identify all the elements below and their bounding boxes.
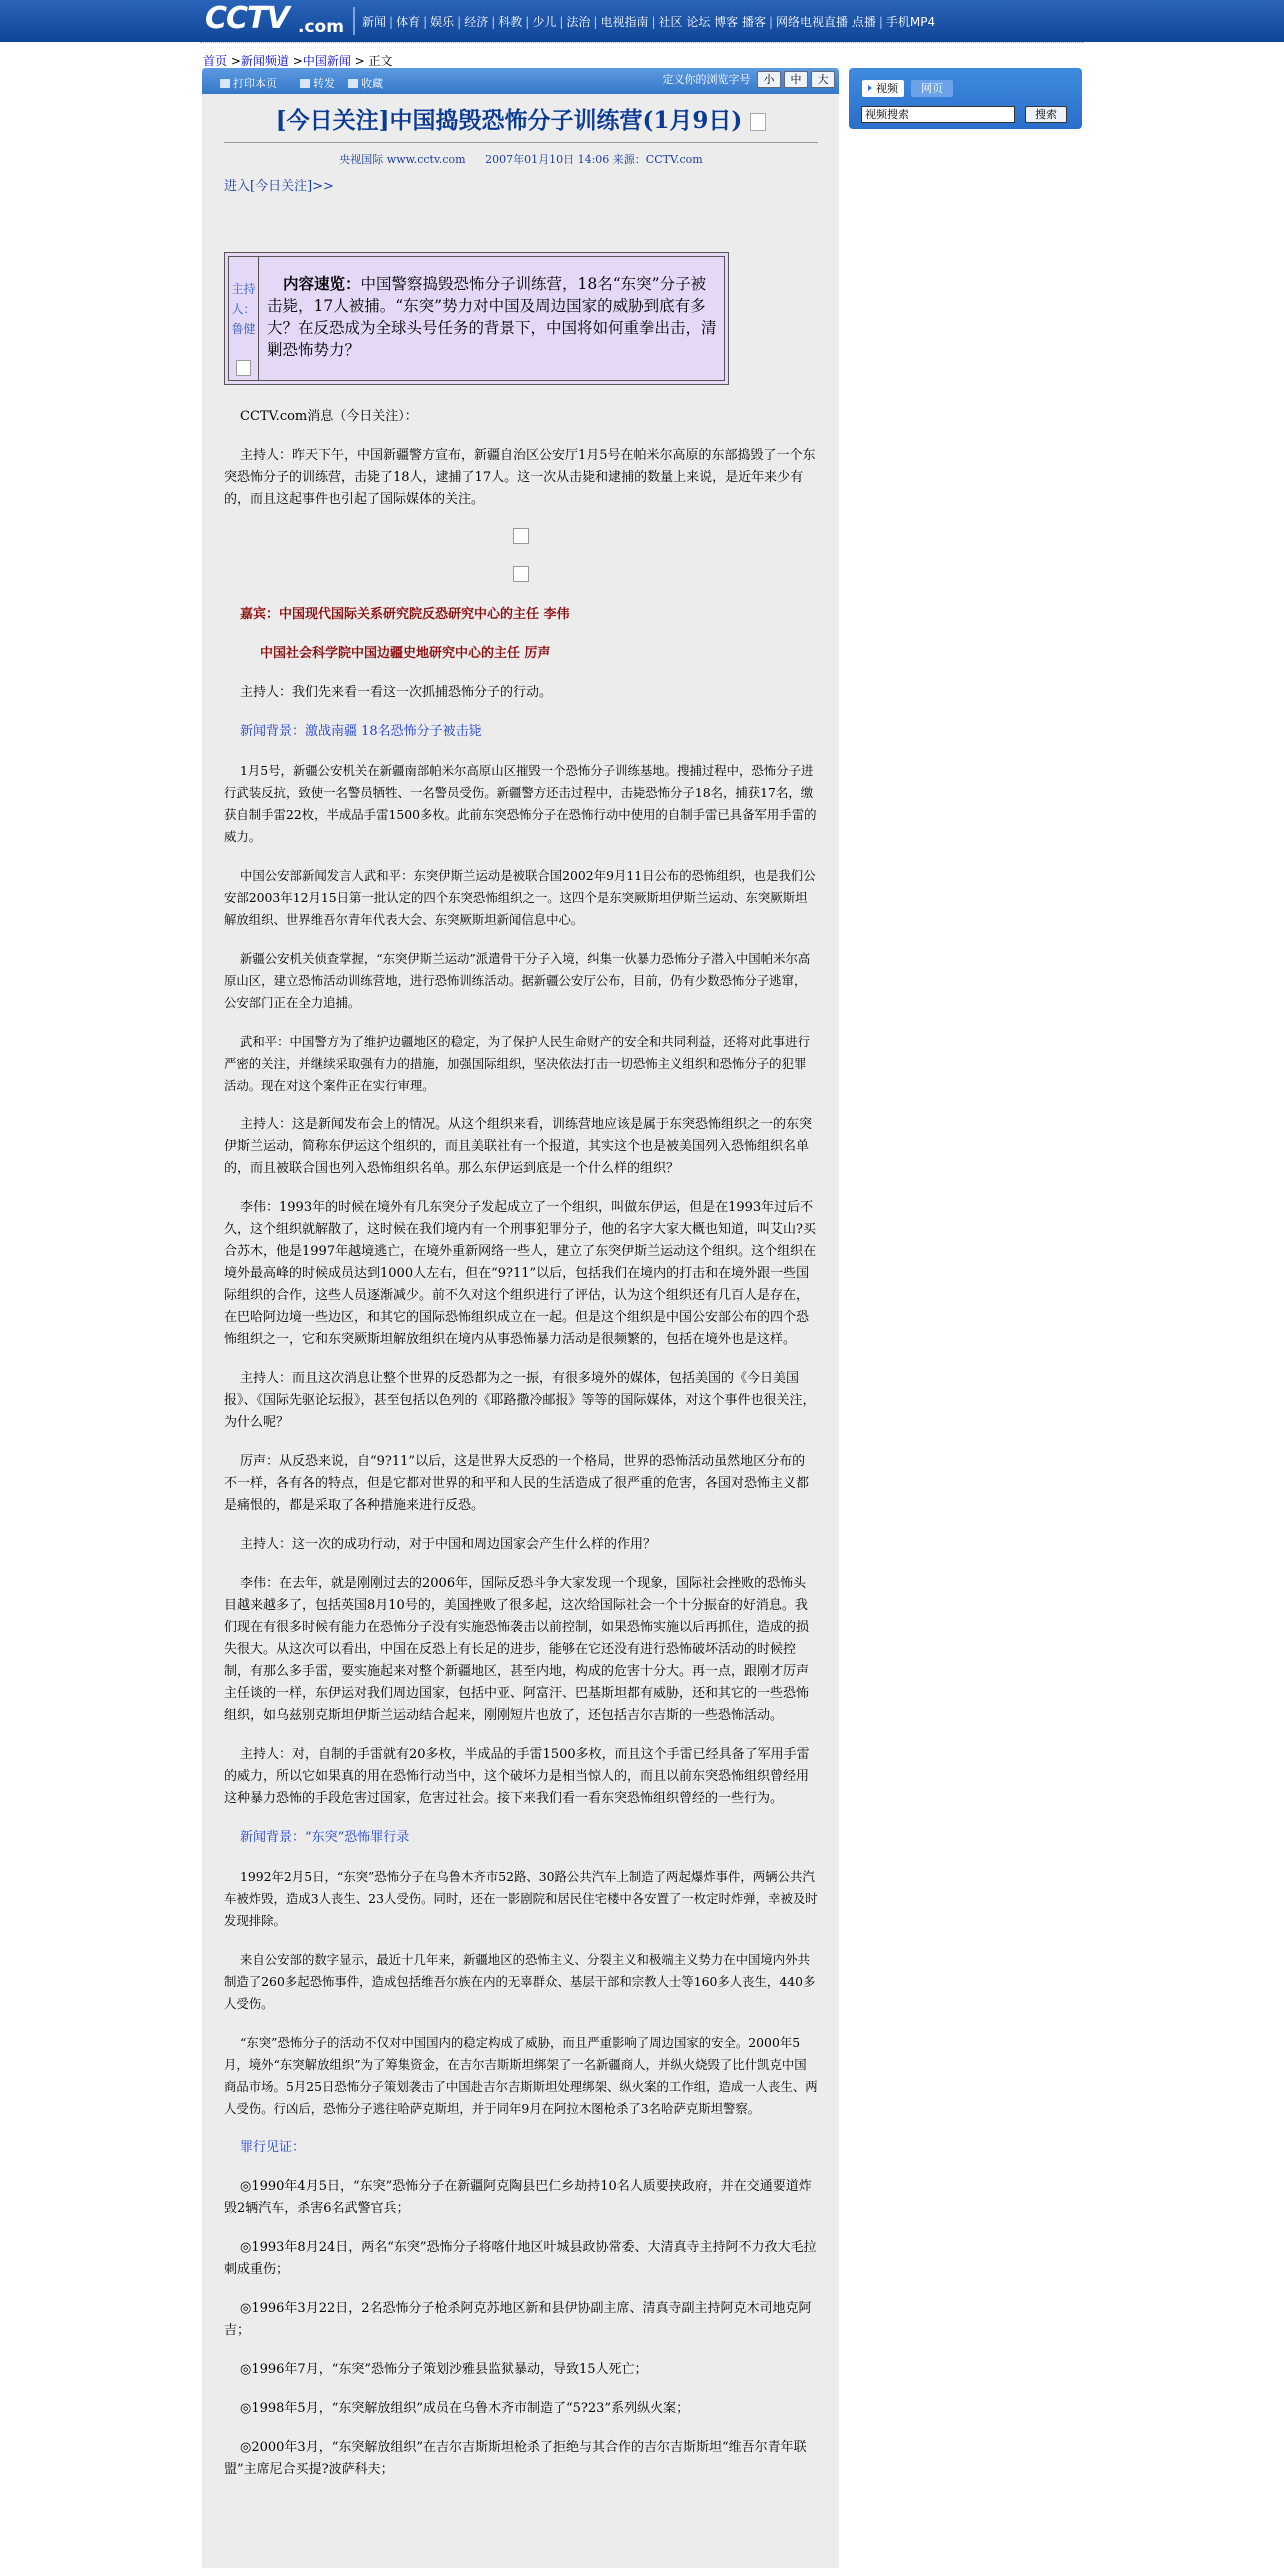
nav-separator: | — [651, 15, 656, 29]
article-source: 央视国际 www.cctv.com — [339, 153, 466, 166]
nav-item[interactable]: 电视指南 — [600, 15, 649, 29]
logo-suffix: .com — [298, 17, 344, 37]
nav-item[interactable]: 少儿 — [532, 15, 557, 29]
breadcrumb-sep: > — [292, 54, 303, 68]
paragraph: 主持人：对，自制的手雷就有20多枚，半成品的手雷1500多枚，而且这个手雷已经具备了军用手雷的威力，所以它如果真的用在恐怖行动当中，这个破坏力是相当惊人的，而且以前东突恐怖组织曾经用这种暴力恐怖的手段危害过国家，危害过社会。接下来我们看一看东突恐怖组织曾经的一些行为。 — [224, 1747, 810, 1806]
article-title — [224, 104, 818, 138]
section-heading[interactable]: 新闻背景：激战南疆 18名恐怖分子被击毙 — [240, 724, 482, 739]
article-toolbar — [202, 68, 839, 94]
paragraph: ◎1990年4月5日，“东突”恐怖分子在新疆阿克陶县巴仁乡劫持10名人质要挟政府，并在交通要道炸毁2辆汽车，杀害6名武警官兵； — [224, 2179, 812, 2216]
paragraph: 主持人：我们先来看一看这一次抓捕恐怖分子的行动。 — [240, 685, 553, 700]
print-label: 打印本页 — [233, 77, 277, 90]
paragraph: 1992年2月5日，“东突”恐怖分子在乌鲁木齐市52路、30路公共汽车上制造了两起爆炸事件，两辆公共汽车被炸毁，造成3人丧生、23人受伤。同时，还在一影剧院和居民住宅楼中各安置了一枚定时炸弹，幸被及时发现排除。 — [224, 1869, 818, 1928]
nav-separator: | — [768, 15, 773, 29]
paragraph: ◎1996年7月，“东突”恐怖分子策划沙雅县监狱暴动，导致15人死亡； — [240, 2362, 648, 2377]
article-title-text: [今日关注]中国捣毁恐怖分子训练营(1月9日) — [275, 107, 743, 134]
nav-separator: | — [878, 15, 883, 29]
nav-separator: | — [423, 15, 428, 29]
paragraph: 来自公安部的数字显示，最近十几年来，新疆地区的恐怖主义、分裂主义和极端主义势力在中国境内外共制造了260多起恐怖事件，造成包括维吾尔族在内的无辜群众、基层干部和宗教人士等160多人丧生，440多人受伤。 — [224, 1952, 816, 2011]
nav-separator: | — [525, 15, 530, 29]
cctv-logo[interactable] — [205, 1, 347, 38]
nav-item[interactable]: 科教 — [498, 15, 523, 29]
paragraph: 主持人：昨天下午，中国新疆警方宣布，新疆自治区公安厅1月5号在帕米尔高原的东部捣毁了一个东突恐怖分子的训练营，击毙了18人，逮捕了17人。这一次从击毙和逮捕的数量上来说，是近年来少有的，而且这起事件也引起了国际媒体的关注。 — [224, 448, 816, 507]
bookmark-icon — [348, 79, 358, 88]
nav-item[interactable]: 网络电视直播 点播 — [776, 15, 876, 29]
paragraph: 中国公安部新闻发言人武和平：东突伊斯兰运动是被联合国2002年9月11日公布的恐怖组织，也是我们公安部2003年12月15日第一批认定的四个东突恐怖组织之一。这四个是东突厥斯坦伊斯兰运动、东突厥斯坦解放组织、世界维吾尔青年代表大会、东突厥斯坦新闻信息中心。 — [224, 868, 816, 927]
nav-separator: | — [389, 15, 394, 29]
nav-separator: | — [593, 15, 598, 29]
summary-box — [224, 252, 729, 385]
guest-line: 中国社会科学院中国边疆史地研究中心的主任 厉声 — [260, 646, 551, 661]
paragraph: 李伟：在去年，就是刚刚过去的2006年，国际反恐斗争大家发现一个现象，国际社会挫败的恐怖头目越来越多了，包括英国8月10号的，美国挫败了很多起，这次给国际社会一个十分振奋的好消息。我们现在有很多时候有能力在恐怖分子没有实施恐怖袭击以前控制，如果恐怖实施以后再抓住，造成的损失很大。从这次可以看出，中国在反恐上有长足的进步，能够在它还没有进行恐怖破坏活动的时候控制，有那么多手雷，要实施起来对整个新疆地区，甚至内地，构成的危害十分大。再一点，跟刚才厉声主任谈的一样，东伊运对我们周边国家，包括中亚、阿富汗、巴基斯坦都有威胁，还和其它的一些恐怖组织，如乌兹别克斯坦伊斯兰运动结合起来，刚刚短片也放了，还包括吉尔吉斯的一些恐怖活动。 — [224, 1576, 810, 1723]
guest-line: 嘉宾：中国现代国际关系研究院反恐研究中心的主任 李伟 — [240, 607, 570, 622]
tab-video[interactable] — [862, 80, 904, 97]
header-dotted-rule — [200, 42, 1084, 43]
broken-image-icon — [513, 566, 529, 582]
favorite-label: 收藏 — [361, 77, 383, 90]
broken-image-icon — [513, 528, 529, 544]
breadcrumb-current: 正文 — [368, 54, 393, 68]
breadcrumb-news[interactable]: 新闻频道 — [240, 54, 289, 68]
font-size-controls — [663, 71, 836, 88]
article — [224, 104, 818, 2477]
nav-item[interactable]: 手机MP4 — [885, 15, 936, 29]
paragraph: 1月5号，新疆公安机关在新疆南部帕米尔高原山区摧毁一个恐怖分子训练基地。搜捕过程中，恐怖分子进行武装反抗，致使一名警员牺牲、一名警员受伤。新疆警方还击过程中，击毙恐怖分子18名，捕获17名，缴获自制手雷22枚，半成品手雷1500多枚。此前东突恐怖分子在恐怖行动中使用的自制手雷已具备军用手雷的威力。 — [224, 763, 817, 844]
host-cell — [229, 257, 259, 380]
paragraph: 新疆公安机关侦查掌握，“东突伊斯兰运动”派遣骨干分子入境，纠集一伙暴力恐怖分子潜入中国帕米尔高原山区，建立恐怖活动训练营地，进行恐怖训练活动。据新疆公安厅公布，目前，仍有少数恐怖分子逃窜，公安部门正在全力追捕。 — [224, 951, 811, 1010]
search-input[interactable]: 视频搜索 — [861, 106, 1015, 123]
section-heading[interactable]: 新闻背景：“东突”恐怖罪行录 — [240, 1830, 410, 1845]
title-rule — [224, 142, 818, 143]
nav-item[interactable]: 娱乐 — [430, 15, 455, 29]
article-date-source: 2007年01月10日 14:06 来源：CCTV.com — [485, 153, 703, 166]
nav-separator: | — [491, 15, 496, 29]
printer-icon — [220, 79, 230, 88]
nav-item[interactable]: 体育 — [396, 15, 421, 29]
paragraph: CCTV.com消息（今日关注）： — [240, 409, 418, 424]
paragraph: 主持人：这是新闻发布会上的情况。从这个组织来看，训练营地应该是属于东突恐怖组织之一的东突伊斯兰运动，简称东伊运这个组织的，而且美联社有一个报道，其实这个也是被美国列入恐怖组织名单的，而且被联合国也列入恐怖组织名单。那么东伊运到底是一个什么样的组织？ — [224, 1117, 813, 1176]
search-button[interactable]: 搜索 — [1025, 106, 1067, 123]
nav-separator: | — [457, 15, 462, 29]
font-size-label: 定义你的浏览字号 — [662, 73, 751, 86]
nav-item[interactable]: 社区 论坛 博客 播客 — [658, 15, 766, 29]
broken-image-icon — [750, 113, 766, 131]
nav-item[interactable]: 新闻 — [362, 15, 387, 29]
nav-item[interactable]: 经济 — [464, 15, 489, 29]
summary-body: 中国警察捣毁恐怖分子训练营，18名“东突”分子被击毙，17人被捕。“东突”势力对中国及周边国家的威胁到底有多大？在反恐成为全球头号任务的背景下，中国将如何重拳出击，清剿恐怖势力？ — [267, 275, 717, 359]
favorite-button[interactable] — [348, 75, 383, 91]
font-medium-button[interactable]: 中 — [784, 71, 808, 88]
paragraph: 主持人：这一次的成功行动，对于中国和周边国家会产生什么样的作用？ — [240, 1537, 657, 1552]
article-body — [224, 406, 818, 2498]
breadcrumb-home[interactable]: 首页 — [203, 54, 228, 68]
tab-web[interactable] — [911, 80, 953, 97]
breadcrumb — [203, 52, 393, 69]
top-banner — [0, 0, 1284, 42]
host-line: 人： — [231, 302, 256, 316]
paragraph: ◎1998年5月，“东突解放组织”成员在乌鲁木齐市制造了“5?23”系列纵火案； — [240, 2401, 690, 2416]
host-line: 鲁健 — [231, 322, 256, 336]
summary-text — [267, 273, 719, 361]
breadcrumb-sep: > — [230, 54, 241, 68]
font-large-button[interactable]: 大 — [811, 71, 835, 88]
paragraph: ◎1993年8月24日，两名“东突”恐怖分子将喀什地区叶城县政协常委、大清真寺主持阿不力孜大毛拉刺成重伤； — [224, 2240, 817, 2277]
host-line: 主持 — [231, 282, 256, 296]
article-meta — [224, 151, 818, 167]
tab-video-label: 视频 — [876, 82, 898, 95]
paragraph: 厉声：从反恐来说，自“9?11”以后，这是世界大反恐的一个格局，世界的恐怖活动虽然地区分布的不一样，各有各的特点，但是它都对世界的和平和人民的生活造成了很严重的危害，各国对恐怖主义都是痛恨的，都是采取了各种措施来进行反恐。 — [224, 1454, 810, 1513]
nav-item[interactable]: 法治 — [566, 15, 591, 29]
host-photo-broken-icon — [236, 360, 251, 376]
section-heading[interactable]: 罪行见证： — [240, 2140, 306, 2155]
forward-label: 转发 — [313, 77, 335, 90]
tab-web-label: 网页 — [921, 82, 943, 95]
paragraph: ◎2000年3月，“东突解放组织”在吉尔吉斯斯坦枪杀了拒绝与其合作的吉尔吉斯斯坦“维吾尔青年联盟”主席尼合买提?波萨科夫； — [224, 2440, 807, 2477]
enter-column-link[interactable]: 进入[今日关注]>> — [224, 179, 334, 194]
main-nav — [362, 13, 935, 30]
search-widget — [849, 68, 1082, 129]
breadcrumb-sep: > — [354, 54, 365, 68]
print-button[interactable] — [220, 75, 277, 91]
mail-icon — [300, 79, 310, 88]
breadcrumb-china[interactable]: 中国新闻 — [302, 54, 351, 68]
nav-separator: | — [559, 15, 564, 29]
forward-button[interactable] — [300, 75, 335, 91]
paragraph: 李伟：1993年的时候在境外有几东突分子发起成立了一个组织，叫做东伊运，但是在1993年过后不久，这个组织就解散了，这时候在我们境内有一个刑事犯罪分子，他的名字大家大概也知道，叫艾山?买合苏木，他是1997年越境逃亡，在境外重新网络一些人，建立了东突伊斯兰运动这个组织。这个组织在境外最高峰的时候成员达到1000人左右，但在“9?11”以后，包括我们在境内的打击和在境外跟一些国际组织的合作，这些人员逐渐减少。前不久对这个组织进行了评估，认为这个组织还有几百人是存在，在巴哈阿边境一些边区，和其它的国际恐怖组织成立在一起。但是这个组织是中国公安部公布的四个恐怖组织之一，它和东突厥斯坦解放组织在境内从事恐怖暴力活动是很频繁的，包括在境外也是这样。 — [224, 1200, 817, 1347]
header-divider — [353, 7, 355, 35]
logo-text: CCTV — [205, 1, 289, 36]
paragraph: “东突”恐怖分子的活动不仅对中国国内的稳定构成了威胁，而且严重影响了周边国家的安全。2000年5月，境外“东突解放组织”为了筹集资金，在吉尔吉斯斯坦绑架了一名新疆商人，并纵火烧毁了比什凯克中国商品市场。5月25日恐怖分子策划袭击了中国赴吉尔吉斯斯坦处理绑架、纵火案的工作组，造成一人丧生、两人受伤。行凶后，恐怖分子逃往哈萨克斯坦，并于同年9月在阿拉木图枪杀了3名哈萨克斯坦警察。 — [224, 2035, 818, 2116]
article-column — [202, 68, 839, 2568]
paragraph: ◎1996年3月22日，2名恐怖分子枪杀阿克苏地区新和县伊协副主席、清真寺副主持阿克木司地克阿吉； — [224, 2301, 812, 2338]
font-small-button[interactable]: 小 — [757, 71, 781, 88]
paragraph: 武和平：中国警方为了维护边疆地区的稳定，为了保护人民生命财产的安全和共同利益，还将对此事进行严密的关注，并继续采取强有力的措施，加强国际组织，坚决依法打击一切恐怖主义组织和恐怖分子的犯罪活动。现在对这个案件正在实行审理。 — [224, 1034, 810, 1093]
summary-inner — [228, 256, 725, 381]
summary-label: 内容速览： — [283, 274, 361, 293]
paragraph: 主持人：而且这次消息让整个世界的反恐都为之一振，有很多境外的媒体，包括美国的《今日美国报》、《国际先驱论坛报》，甚至包括以色列的《耶路撒冷邮报》等等的国际媒体，对这个事件也很关注，为什么呢？ — [224, 1371, 816, 1430]
